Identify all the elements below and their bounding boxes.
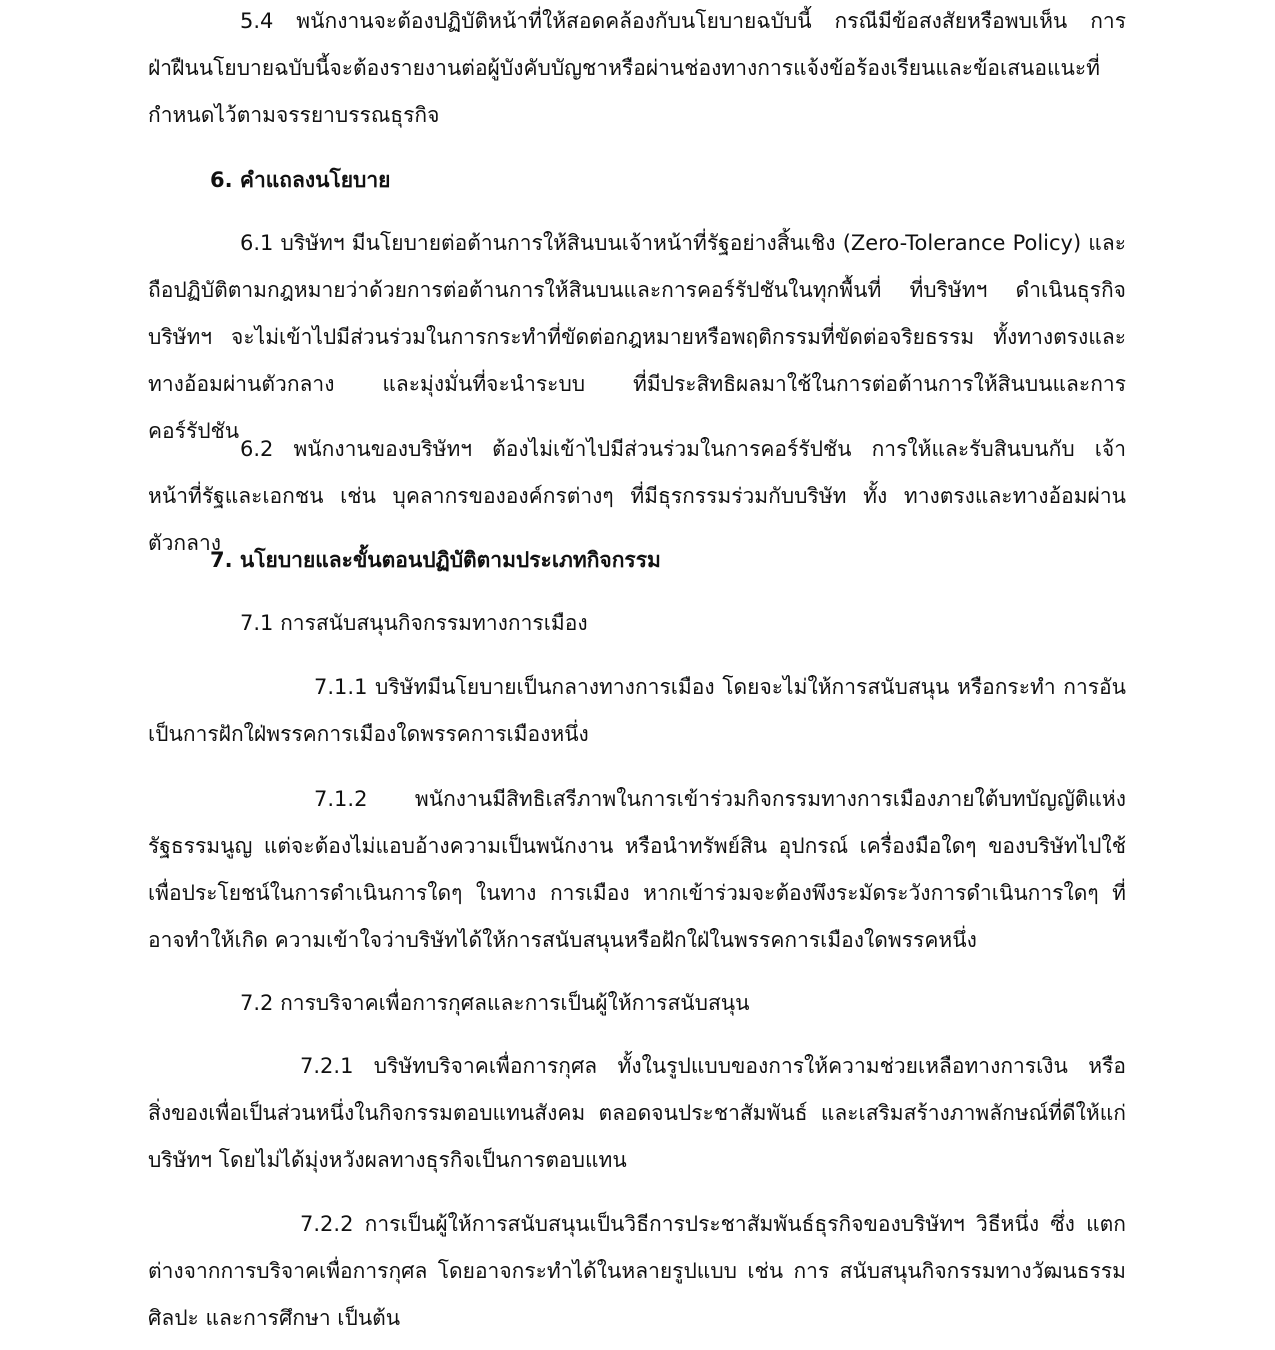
heading-section-6: 6. คำแถลงนโยบาย bbox=[210, 168, 391, 192]
heading-section-7-2: 7.2 การบริจาคเพื่อการกุศลและการเป็นผู้ให้การสนับสนุน bbox=[240, 991, 750, 1015]
paragraph-7-1-2: 7.1.2 พนักงานมีสิทธิเสรีภาพในการเข้าร่วมกิจกรรมทางการเมืองภายใต้บทบัญญัติแห่งรัฐธรรมนูญ แต่จะต้องไม่แอบอ้างความเป็นพนักงาน หรือนำทรัพย์สิน อุปกรณ์ เครื่องมือใดๆ ของบริษัทไปใช้เพื่อประโยชน์ในการดำเนินการใดๆ ในทาง การเมือง หากเข้าร่วมจะต้องพึงระมัดระวังการดำเนินการใดๆ ที่อาจทำให้เกิด ความเข้าใจว่าบริษัทได้ให้การสนับสนุนหรือฝักใฝ่ในพรรคการเมืองใดพรรคหนึ่ง bbox=[148, 787, 1126, 952]
paragraph-7-2-2: 7.2.2 การเป็นผู้ให้การสนับสนุนเป็นวิธีการประชาสัมพันธ์ธุรกิจของบริษัทฯ วิธีหนึ่ง ซึ่ง แตกต่างจากการบริจาคเพื่อการกุศล โดยอาจกระทำได้ในหลายรูปแบบ เช่น การ สนับสนุนกิจกรรมทางวัฒนธรรม ศิลปะ และการศึกษา เป็นต้น bbox=[148, 1212, 1126, 1330]
paragraph-6-2: 6.2 พนักงานของบริษัทฯ ต้องไม่เข้าไปมีส่วนร่วมในการคอร์รัปชัน การให้และรับสินบนกับ เจ้าหน้าที่รัฐและเอกชน เช่น บุคลากรขององค์กรต่างๆ ที่มีธุรกรรมร่วมกับบริษัท ทั้ง ทางตรงและทางอ้อมผ่านตัวกลาง bbox=[148, 437, 1126, 555]
paragraph-6-1: 6.1 บริษัทฯ มีนโยบายต่อต้านการให้สินบนเจ้าหน้าที่รัฐอย่างสิ้นเชิง (Zero-Tolerance Policy) และถือปฏิบัติตามกฎหมายว่าด้วยการต่อต้านการให้สินบนและการคอร์รัปชันในทุกพื้นที่ ที่บริษัทฯ ดำเนินธุรกิจ บริษัทฯ จะไม่เข้าไปมีส่วนร่วมในการกระทำที่ขัดต่อกฎหมายหรือพฤติกรรมที่ขัดต่อจริยธรรม ทั้งทางตรงและทางอ้อมผ่านตัวกลาง และมุ่งมั่นที่จะนำระบบ ที่มีประสิทธิผลมาใช้ในการต่อต้านการให้สินบนและการคอร์รัปชัน bbox=[148, 231, 1126, 443]
paragraph-5-4: 5.4 พนักงานจะต้องปฏิบัติหน้าที่ให้สอดคล้องกับนโยบายฉบับนี้ กรณีมีข้อสงสัยหรือพบเห็น การฝ่าฝืนนโยบายฉบับนี้จะต้องรายงานต่อผู้บังคับบัญชาหรือผ่านช่องทางการแจ้งข้อร้องเรียนและข้อเสนอแนะที่กำหนดไว้ตามจรรยาบรรณธุรกิจ bbox=[148, 9, 1126, 127]
heading-section-7-1: 7.1 การสนับสนุนกิจกรรมทางการเมือง bbox=[240, 611, 588, 635]
heading-section-7: 7. นโยบายและขั้นตอนปฏิบัติตามประเภทกิจกรรม bbox=[210, 548, 661, 572]
paragraph-7-1-1: 7.1.1 บริษัทมีนโยบายเป็นกลางทางการเมือง โดยจะไม่ให้การสนับสนุน หรือกระทำ การอันเป็นการฝักใฝ่พรรคการเมืองใดพรรคการเมืองหนึ่ง bbox=[148, 675, 1126, 746]
paragraph-7-2-1: 7.2.1 บริษัทบริจาคเพื่อการกุศล ทั้งในรูปแบบของการให้ความช่วยเหลือทางการเงิน หรือสิ่งของเพื่อเป็นส่วนหนึ่งในกิจกรรมตอบแทนสังคม ตลอดจนประชาสัมพันธ์ และเสริมสร้างภาพลักษณ์ที่ดีให้แก่บริษัทฯ โดยไม่ได้มุ่งหวังผลทางธุรกิจเป็นการตอบแทน bbox=[148, 1054, 1126, 1172]
